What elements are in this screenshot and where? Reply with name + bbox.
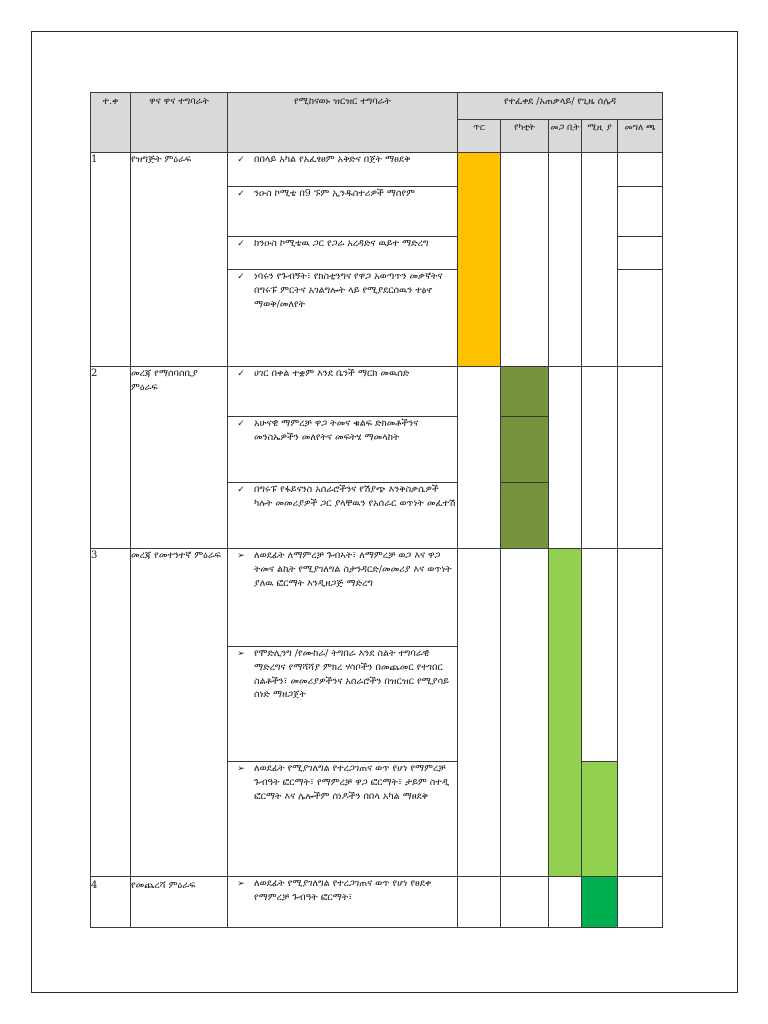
- remarks-cell: [618, 367, 663, 549]
- row-number: 4: [91, 877, 131, 928]
- arrow-bullet-icon: ➢: [237, 551, 245, 561]
- header-remarks: መግለ ጫ: [618, 120, 663, 153]
- check-icon: ✓: [237, 189, 245, 199]
- activity-text: ከንዑስ ኮሚቴዉ ጋር የጋራ አረዳድና ዉይተ ማድረግ: [254, 238, 429, 249]
- schedule-cell-filled: [458, 153, 501, 367]
- activity-text: ለወደፊት የሚያገለግል የተረጋገጠና ወጥ የሆነ የፀደቀ የማምረቻ ጉብዓት ፎርማት፣: [254, 878, 432, 903]
- row-activity: [228, 187, 458, 237]
- header-number: ተ.ቀ: [91, 93, 131, 153]
- remarks-cell: [618, 877, 663, 928]
- activity-text: ለወደፊት የሚያገለግል የተረጋገጠና ወጥ የሆነ የማምረቻ ጉብዓት ፎርማት፣ የማምረቻ ዋጋ ፎርማት፣ ታይም ስተዲ ፎርማት እና ሌሎችም ሰነዶችን በበላ አካል ማፀደቅ: [254, 763, 450, 802]
- schedule-cell: [549, 877, 582, 928]
- schedule-cell-filled: [549, 549, 582, 877]
- row-activity: [228, 270, 458, 367]
- activity-text: አሁናዊ ማምረቻ ዋጋ ትመና ቁልፍ ድክመቶችንና መንስኤዎችን መለየትና መፍትሄ ማመላከት: [254, 418, 419, 443]
- check-icon: ✓: [237, 155, 245, 165]
- remarks-cell: [618, 549, 663, 877]
- activity-text: በግሩፑ የፋይናንስ አሰራሮችንና የሽያጭ እንቅስቃሴዎች ካሉት መመሪያዎች ጋር ያላቸዉን የአሰራር ወጥነት መፈተሽ: [254, 484, 456, 509]
- row-activity: [228, 153, 458, 187]
- header-main-tasks-text: ዋና ዋና ተግባራት: [149, 96, 209, 107]
- header-detailed-tasks: የሚከናወኑ ዝርዝር ተግባራት: [228, 93, 458, 153]
- row-activity: [228, 367, 458, 417]
- check-icon: ✓: [237, 239, 245, 249]
- row-activity: [228, 417, 458, 483]
- schedule-cell-filled: [501, 367, 549, 417]
- row-number: 3: [91, 549, 131, 877]
- row-main-task: መረጃ የማሰባሰቢያ ምዕራፍ: [131, 367, 228, 549]
- table-row: [91, 153, 663, 187]
- activity-text: የሞድሊንግ /የሙከራ/ ትግበራ እንደ ስልት ተግባራዊ ማድረግና የማሻሻያ ምክረ ሃሳቦችን በመጨመር የተገበር ስልቶችን፣ መመሪያዎችንና አሰራሮችን በዝርዝር የሚያሳይ ሰነድ ማዘጋጀት: [254, 648, 449, 701]
- activity-text: ሀገር በቀል ተቋም እንደ ቤንች ማርክ መዉሰድ: [254, 368, 410, 379]
- row-activity: [228, 549, 458, 647]
- row-main-task: የመጨረሻ ምዕራፍ: [131, 877, 228, 928]
- schedule-cell-filled: [582, 762, 618, 877]
- header-month-1: ጥር: [458, 120, 501, 153]
- activity-text: ለወደፊት ለማምረቻ ጉብኣት፣ ለማምረቻ ወጋ እና ዋጋ ትመና ልኬት የሚያገለግል ስታንዳርድ/መመሪያ እና ወጥነት ያለዉ ፎርማት እንዲዘጋጅ ማድረግ: [254, 550, 452, 589]
- schedule-table: [90, 92, 663, 928]
- arrow-bullet-icon: ➢: [237, 764, 245, 774]
- row-activity: [228, 237, 458, 270]
- schedule-cell-filled: [501, 417, 549, 483]
- activity-text: ነባሩን የጉብኝት፣ የክስቲንግና የዋጋ አወጣጥን መቃኛትና በግሩፑ ምርትና አገልግሎት ላይ የሚያደርሰዉን ተፅኖ ማወቅ/መለየት: [254, 271, 443, 310]
- header-month-3: መጋ ቢት: [549, 120, 582, 153]
- schedule-cell: [582, 549, 618, 762]
- schedule-cell-filled: [501, 483, 549, 549]
- header-month-4: ሚዚ ያ: [582, 120, 618, 153]
- schedule-cell: [501, 153, 549, 367]
- table-row: [91, 367, 663, 417]
- remarks-cell: [618, 270, 663, 367]
- row-activity: [228, 877, 458, 928]
- header-schedule: የተፈቀደ /አጠቃላይ/ የጊዜ ሰሌዳ: [458, 93, 663, 120]
- arrow-bullet-icon: ➢: [237, 879, 245, 889]
- row-main-task: መረጃ የመተንተኛ ምዕራፍ: [131, 549, 228, 877]
- schedule-cell: [582, 153, 618, 367]
- table-row: [91, 877, 663, 928]
- check-icon: ✓: [237, 485, 245, 495]
- activity-text: በበላይ አካል የአፈፃፀም አቅድና በጀት ማፀደቅ: [254, 154, 411, 165]
- remarks-cell: [618, 187, 663, 237]
- schedule-cell: [582, 367, 618, 549]
- row-main-task: የዝግጅት ምዕራፍ: [131, 153, 228, 367]
- schedule-cell: [501, 549, 549, 877]
- schedule-cell: [458, 549, 501, 877]
- table-row: [91, 549, 663, 647]
- check-icon: ✓: [237, 272, 245, 282]
- header-main-tasks: [131, 93, 228, 153]
- schedule-cell: [458, 877, 501, 928]
- row-activity: [228, 762, 458, 877]
- remarks-cell: [618, 153, 663, 187]
- schedule-cell: [549, 153, 582, 367]
- remarks-cell: [618, 237, 663, 270]
- header-month-2: የካቲት: [501, 120, 549, 153]
- schedule-cell-filled: [582, 877, 618, 928]
- schedule-cell: [458, 367, 501, 549]
- check-icon: ✓: [237, 419, 245, 429]
- row-activity: [228, 483, 458, 549]
- schedule-cell: [549, 367, 582, 549]
- check-icon: ✓: [237, 369, 245, 379]
- row-activity: [228, 647, 458, 762]
- arrow-bullet-icon: ➢: [237, 649, 245, 659]
- row-number: 2: [91, 367, 131, 549]
- activity-text: ንዑስ ኮሚቴ በ9 ኙም ኢንዱስተሪዎች ማሰየም: [254, 188, 416, 199]
- row-number: 1: [91, 153, 131, 367]
- schedule-cell: [501, 877, 549, 928]
